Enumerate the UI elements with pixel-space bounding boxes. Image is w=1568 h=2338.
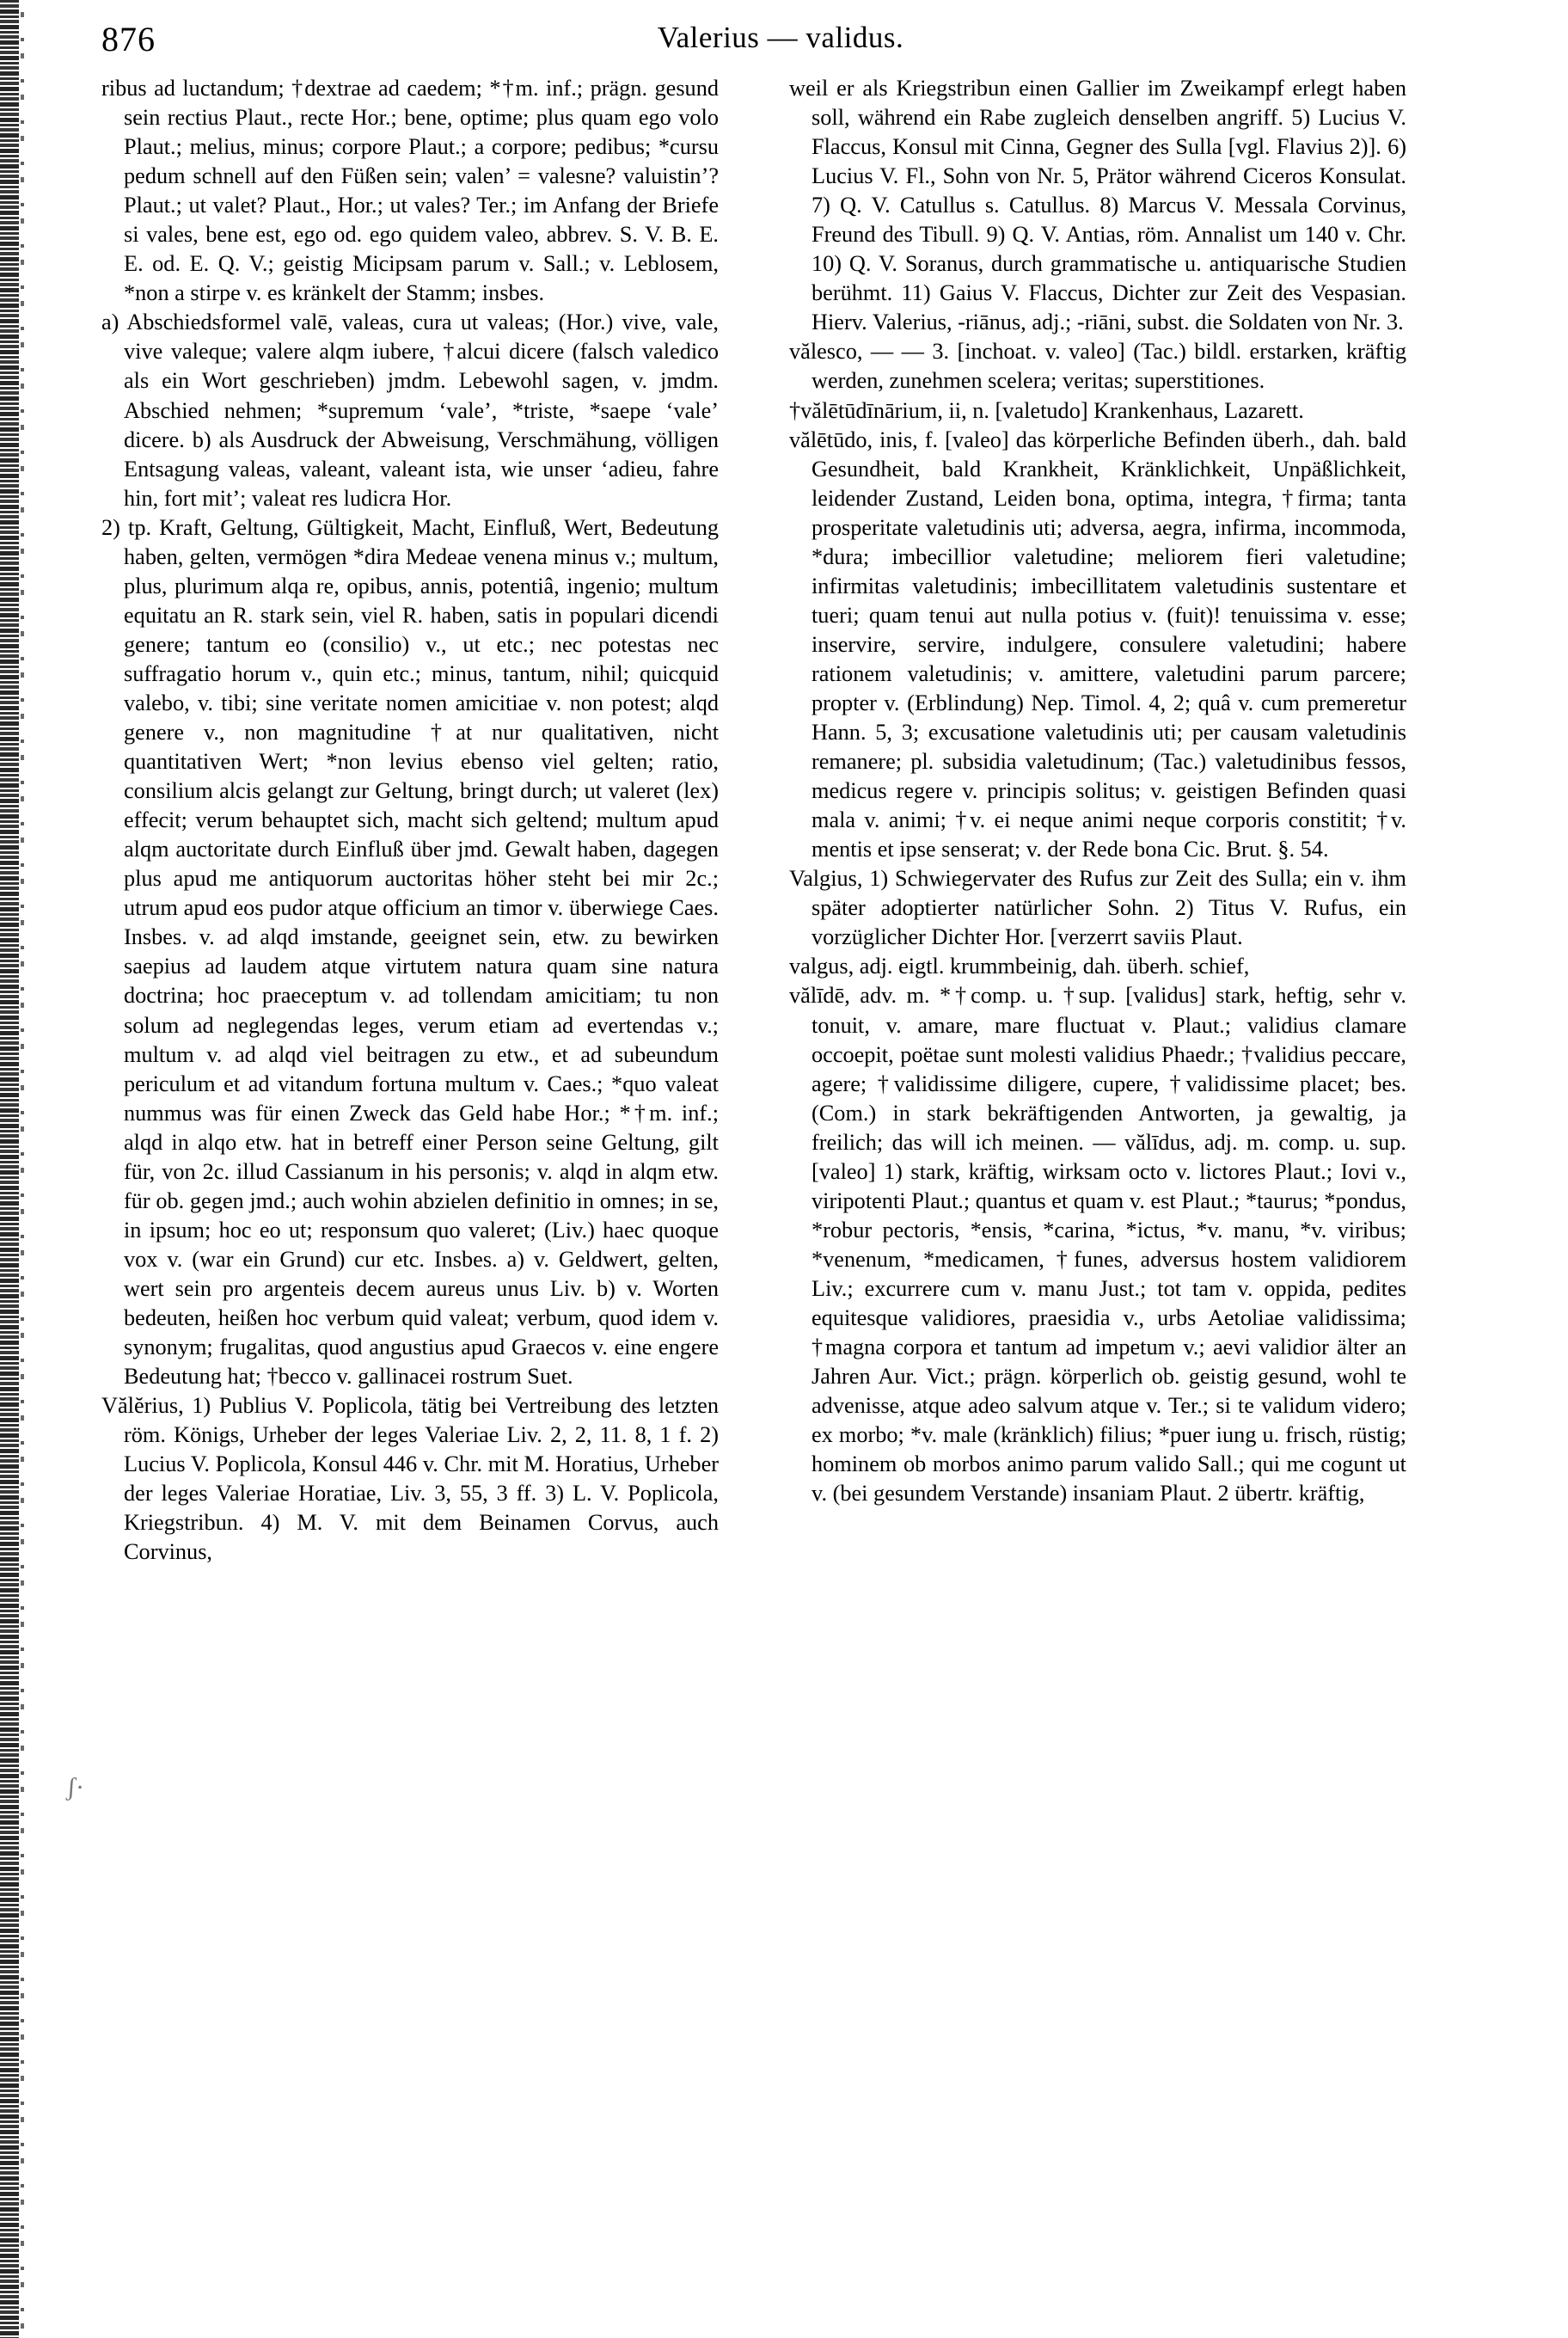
dictionary-entry-valide: vălīdē, adv. m. *†comp. u. †sup. [validus] stark, heftig, sehr v. tonuit, v. amare, mare fluctuat v. Plaut.; validius clamare occoepit, poëtae sunt molesti validius Phaedr.; †validius peccare, agere; †validissime diligere, cupere, †validissime placet; bes. (Com.) in stark bekräftigenden Antworten, ja gewaltig, ja freilich; das will ich meinen. — vălīdus, adj. m. comp. u. sup. [valeo] 1) stark, kräftig, wirksam octo v. lictores Plaut.; Iovi v., viripotenti Plaut.; quantus et quam v. est Plaut.; *taurus; *pondus, *robur pectoris, *ensis, *carina, *ictus, *v. manu, *v. viribus; *venenum, *medicamen, †funes, adversus hostem validiorem Liv.; excurrere cum v. manu Just.; tot tam v. oppida, pedites equitesque validiores, praesidia v., urbs Aetoliae validissima; †magna corpora et tantum ad impetum v.; aevi validior älter an Jahren Aur. Vict.; prägn. körperlich ob. geistig gesund, wohl te advenisse, atque adeo salvum atque v. Ter.; si te validum videro; ex morbo; *v. male (kränklich) filius; *puer iung u. frisch, rüstig; hominem ob morbos animo parum valido Sall.; qui me cogunt ut v. (bei gesundem Verstande) insaniam Plaut. 2 übertr. kräftig, xyxy=(789,983,1406,1507)
dictionary-entry-valgius: Valgius, 1) Schwiegervater des Rufus zur Zeit des Sulla; ein v. ihm später adoptierter natürlicher Sohn. 2) Titus V. Rufus, ein vorzüglicher Dichter Hor. [verzerrt saviis Plaut. xyxy=(789,866,1406,950)
page-header xyxy=(101,19,1460,64)
margin-pencil-mark: ʃ· xyxy=(65,1772,86,1802)
dictionary-entry: a) Abschiedsformel valē, valeas, cura ut valeas; (Hor.) vive, vale, vive valeque; valere alqm iubere, †alcui dicere (falsch valedico als ein Wort geschrieben) jmdm. Lebewohl sagen, v. jmdm. Abschied nehmen; *supremum ‘vale’, *triste, *saepe ‘vale’ dicere. b) als Ausdruck der Abweisung, Verschmähung, völligen Entsagung valeas, valeant, valeant ista, wie unser ‘adieu, fahre hin, fort mit’; valeat res ludicra Hor. xyxy=(101,310,719,511)
dictionary-entry: 2) tp. Kraft, Geltung, Gültigkeit, Macht, Einfluß, Wert, Bedeutung haben, gelten, vermögen *dira Medeae venena minus v.; multum, plus, plurimum alqa re, opibus, annis, potentiâ, ingenio; multum equitatu an R. stark sein, viel R. haben, satis in populari dicendi genere; tantum eo (consilio) v., ut etc.; nec potestas nec suffragatio horum v., quin etc.; minus, tantum, nihil; quicquid valebo, v. tibi; sine veritate nomen amicitiae v. non potest; alqd genere v., non magnitudine †at nur qualitativen, nicht quantitativen Wert; *non levius ebenso viel gelten; ratio, consilium alcis gelangt zur Geltung, bringt durch; ut valeret (lex) effecit; verum behauptet sich, macht sich geltend; multum apud alqm auctoritate durch Einfluß über jmd. Gewalt haben, dagegen plus apud me antiquorum auctoritas höher steht bei mir 2c.; utrum apud eos pudor atque officium an timor v. überwiege Caes. Insbes. v. ad alqd imstande, geeignet sein, etw. zu bewirken saepius ad laudem atque virtutem natura quam sine natura doctrina; hoc praeceptum v. ad tollendam amicitiam; tu non solum ad neglegendas leges, verum etiam ad evertendas v.; multum v. ad alqd viel beitragen zu etw., et ad subeundum periculum et ad vitandum fortuna multum v. Caes.; *quo valeat nummus was für einen Zweck das Geld habe Hor.; *†m. inf.; alqd in alqo etw. hat in betreff einer Person seine Geltung, gilt für, von 2c. illud Cassianum in his personis; v. alqd in alqm etw. für ob. gegen jmd.; auch wohin abzielen definitio in omnes; in se, in ipsum; hoc eo ut; responsum quo valeret; (Liv.) haec quoque vox v. (war ein Grund) cur etc. Insbes. a) v. Geldwert, gelten, wert sein pro argenteis decem aureus unus Liv. b) v. Worten bedeuten, heißen hoc verbum quid valeat; verbum, quod idem v. synonym; frugalitas, quod angustius apud Graecos v. eine engere Bedeutung hat; †becco v. gallinacei rostrum Suet. xyxy=(101,514,719,1390)
running-head: Valerius — validus. xyxy=(657,21,904,54)
dictionary-entry-valetudo: vălētūdo, inis, f. [valeo] das körperliche Befinden überh., dah. bald Gesundheit, bald Krankheit, Kränklichkeit, Unpäßlichkeit, leidender Zustand, Leiden bona, optima, integra, †firma; tanta prosperitate valetudinis uti; adversa, aegra, infirma, incommoda, *dura; imbecillior valetudine; meliorem fieri valetudine; infirmitas valetudinis; imbecillitatem valetudinis sustentare et tueri; quam tenui aut nulla potius v. (fuit)! tenuissima v. esse; inservire, servire, indulgere, consulere valetudini; habere rationem valetudinis; v. amittere, valetudini parum parcere; propter v. (Erblindung) Nep. Timol. 4, 2; quâ v. cum premeretur Hann. 5, 3; excusatione valetudinis uti; per causam valetudinis remanere; pl. subsidia valetudinum; (Tac.) valetudinibus fessos, medicus regere v. principis solitus; v. geistigen Befinden quasi mala v. animi; †v. ei neque animi neque corporis constitit; †v. mentis et ipse senserat; v. der Rede bona Cic. Brut. §. 54. xyxy=(789,426,1406,862)
dictionary-entry-valgus: valgus, adj. eigtl. krummbeinig, dah. überh. schief, xyxy=(789,954,1250,979)
dictionary-entry-valerius: Vălĕrius, 1) Publius V. Poplicola, tätig bei Vertreibung des letzten röm. Königs, Urheber der leges Valeriae Liv. 2, 2, 11. 8, 1 f. 2) Lucius V. Poplicola, Konsul 446 v. Chr. mit M. Horatius, Urheber der leges Valeriae Horatiae, Liv. 3, 55, 3 ff. 3) L. V. Poplicola, Kriegstribun. 4) M. V. mit dem Beinamen Corvus, auch Corvinus, xyxy=(101,1393,719,1565)
dictionary-entry: ribus ad luctandum; †dextrae ad caedem; *†m. inf.; prägn. gesund sein rectius Plaut., recte Hor.; bene, optime; plus quam ego volo Plaut.; melius, minus; corpore Plaut.; a corpore; pedibus; *cursu pedum schnell auf den Füßen sein; valen’ = valesne? valuistin’? Plaut.; ut valet? Plaut., Hor.; ut vales? Ter.; im Anfang der Briefe si vales, bene est, ego od. ego quidem valeo, abbrev. S. V. B. E. E. od. E. Q. V.; geistig Micipsam parum v. Sall.; v. Leblosem, *non a stirpe v. es kränkelt der Stamm; insbes. xyxy=(101,76,719,306)
dictionary-entry-valetudinarium: †vălētūdīnārium, ii, n. [valetudo] Krankenhaus, Lazarett. xyxy=(789,397,1304,423)
dictionary-entry-valesco: vălesco, — — 3. [inchoat. v. valeo] (Tac.) bildl. erstarken, kräftig werden, zunehmen scelera; veritas; superstitiones. xyxy=(789,339,1406,394)
page-number: 876 xyxy=(101,20,156,58)
right-column xyxy=(789,74,1406,1508)
left-column xyxy=(101,74,719,1567)
dictionary-entry-valerius-cont: weil er als Kriegstribun einen Gallier im Zweikampf erlegt haben soll, während ein Rabe zugleich denselben angriff. 5) Lucius V. Flaccus, Konsul mit Cinna, Gegner des Sulla [vgl. Flavius 2)]. 6) Lucius V. Fl., Sohn von Nr. 5, Prätor während Ciceros Konsulat. 7) Q. V. Catullus s. Catullus. 8) Marcus V. Messala Corvinus, Freund des Tibull. 9) Q. V. Antias, röm. Annalist um 140 v. Chr. 10) Q. V. Soranus, durch grammatische u. antiquarische Studien berühmt. 11) Gaius V. Flaccus, Dichter zur Zeit des Vespasian. Hierv. Valerius, -riānus, adj.; -riāni, subst. die Soldaten von Nr. 3. xyxy=(789,76,1406,335)
